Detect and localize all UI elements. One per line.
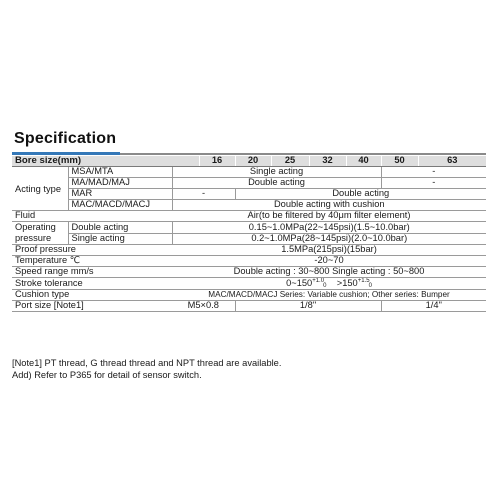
bore-size-63: 63	[418, 156, 486, 167]
bore-size-50: 50	[381, 156, 418, 167]
table-row	[12, 278, 486, 290]
cushion-type-value: MAC/MACD/MACJ Series: Variable cushion; Other series: Bumper	[172, 290, 486, 301]
acting-cell-right: -	[381, 167, 486, 178]
table-row	[12, 301, 486, 312]
acting-type-label: Acting type	[12, 167, 68, 211]
acting-cell-right: -	[381, 178, 486, 189]
temperature-label: Temperature ℃	[12, 256, 172, 267]
bore-size-32: 32	[309, 156, 346, 167]
fluid-value: Air(to be filtered by 40μm filter element)	[172, 211, 486, 222]
table-row	[12, 267, 486, 278]
port-size-label: Port size [Note1]	[12, 301, 172, 312]
title-underline-accent	[12, 152, 120, 155]
page-title: Specification	[14, 130, 117, 147]
bore-size-16: 16	[199, 156, 235, 167]
pressure-mode: Double acting	[68, 222, 172, 234]
model-cell: MA/MAD/MAJ	[68, 178, 172, 189]
proof-pressure-label: Proof pressure	[12, 245, 172, 256]
table-row	[12, 222, 486, 234]
note-sensor-switch: Add) Refer to P365 for detail of sensor switch.	[12, 370, 202, 380]
tolerance-range-b: >150	[336, 278, 358, 288]
bore-size-label: Bore size(mm)	[12, 156, 172, 167]
pressure-mode: Single acting	[68, 233, 172, 245]
specification-table	[12, 156, 486, 312]
port-size-25-40: 1/8"	[235, 301, 381, 312]
table-row	[12, 233, 486, 245]
tolerance-b-upper: +1.5	[357, 278, 370, 284]
port-size-16-20: M5×0.8	[172, 301, 235, 312]
cushion-type-label: Cushion type	[12, 290, 172, 301]
table-row	[12, 178, 486, 189]
fluid-label: Fluid	[12, 211, 172, 222]
pressure-value: 0.15~1.0MPa(22~145psi)(1.5~10.0bar)	[172, 222, 486, 234]
proof-pressure-value: 1.5MPa(215psi)(15bar)	[172, 245, 486, 256]
tolerance-a-lower: 0	[323, 283, 327, 289]
table-header-row	[12, 156, 486, 167]
title-underline	[120, 153, 486, 155]
tolerance-range-a: 0~150	[286, 278, 313, 288]
acting-cell: Single acting	[172, 167, 381, 178]
table-row	[12, 200, 486, 211]
acting-cell: Double acting with cushion	[172, 200, 486, 211]
header-spacer	[172, 156, 199, 167]
table-row	[12, 290, 486, 301]
operating-pressure-label: Operating pressure	[12, 222, 68, 245]
tolerance-b-lower: 0	[368, 283, 372, 289]
model-cell: MSA/MTA	[68, 167, 172, 178]
table-row	[12, 245, 486, 256]
speed-range-label: Speed range mm/s	[12, 267, 172, 278]
temperature-value: -20~70	[172, 256, 486, 267]
table-row	[12, 167, 486, 178]
model-cell: MAC/MACD/MACJ	[68, 200, 172, 211]
note-thread: [Note1] PT thread, G thread thread and NPT thread are available.	[12, 358, 282, 368]
speed-range-value: Double acting : 30~800 Single acting : 50~800	[172, 267, 486, 278]
table-row	[12, 256, 486, 267]
acting-cell: Double acting	[235, 189, 486, 200]
bore-size-20: 20	[235, 156, 271, 167]
footnotes	[12, 357, 281, 381]
model-cell: MAR	[68, 189, 172, 200]
tolerance-a-upper: +1.0	[312, 278, 325, 284]
acting-cell-left: -	[172, 189, 235, 200]
pressure-value: 0.2~1.0MPa(28~145psi)(2.0~10.0bar)	[172, 233, 486, 245]
bore-size-25: 25	[271, 156, 309, 167]
table-row	[12, 189, 486, 200]
stroke-tolerance-value	[172, 278, 486, 290]
acting-cell: Double acting	[172, 178, 381, 189]
bore-size-40: 40	[346, 156, 381, 167]
port-size-50-63: 1/4"	[381, 301, 486, 312]
stroke-tolerance-label: Stroke tolerance	[12, 278, 172, 290]
table-row	[12, 211, 486, 222]
